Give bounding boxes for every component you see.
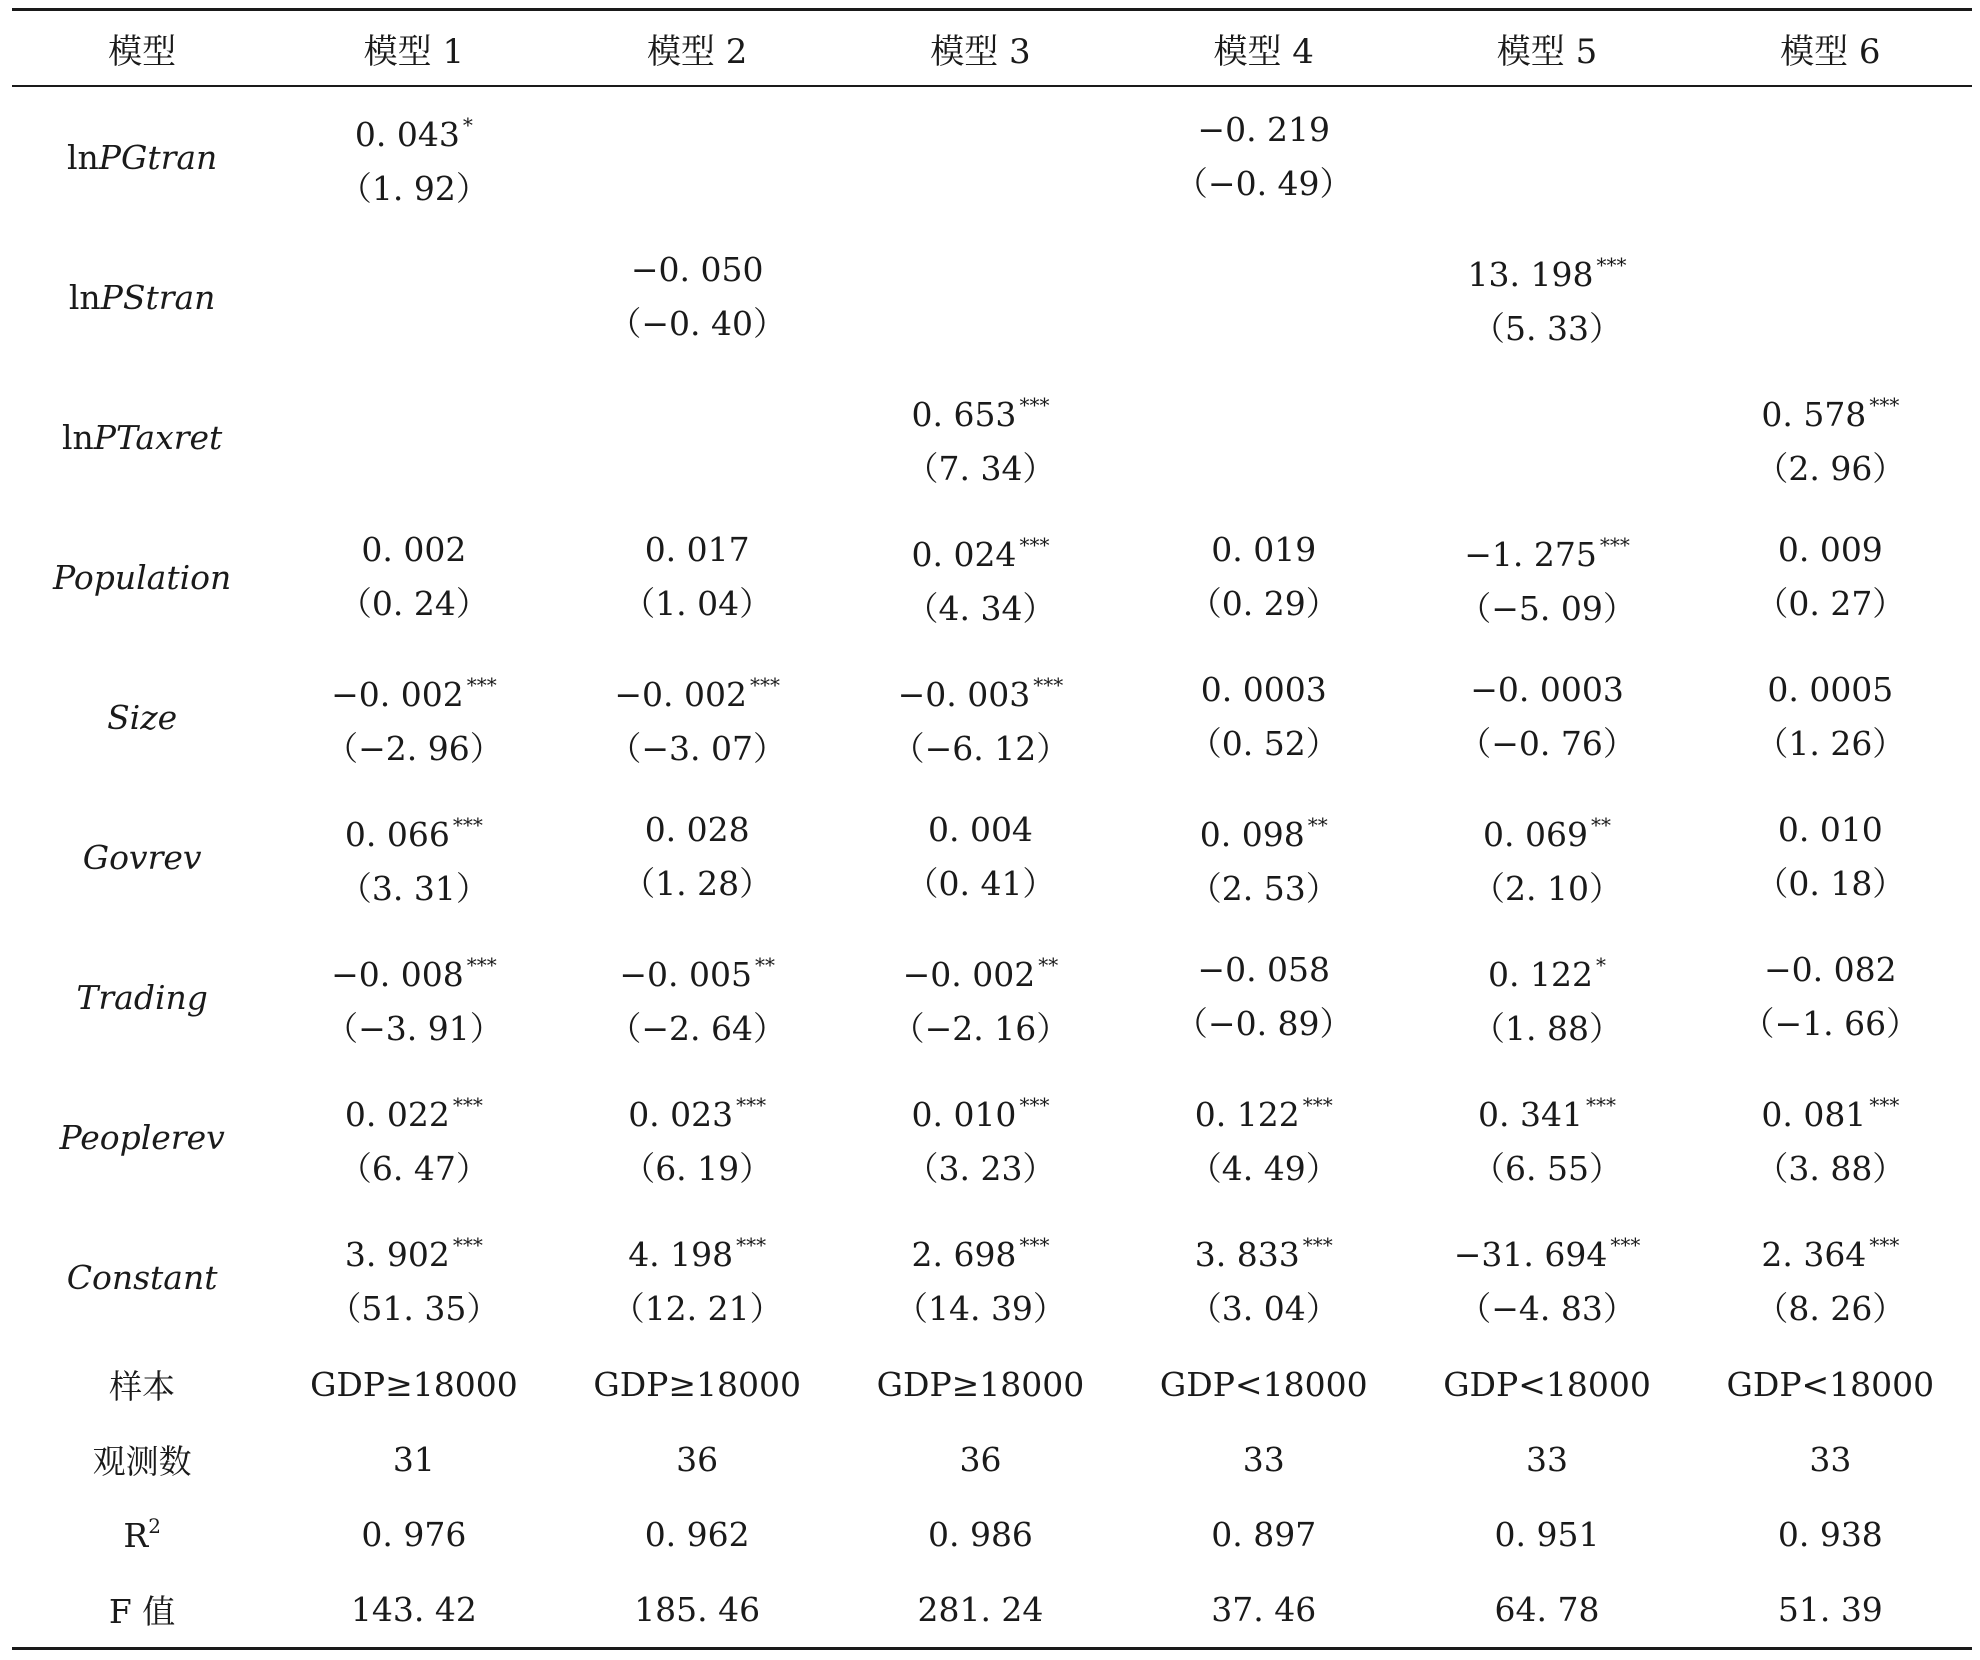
coefficient-number: 0. 019	[1211, 530, 1317, 569]
coefficient-value	[272, 523, 555, 577]
table-row	[12, 787, 1972, 927]
stat-cell: 36	[676, 1440, 719, 1479]
header-row	[12, 10, 1972, 87]
stat-cell: 51. 39	[1689, 1572, 1972, 1649]
table-cell	[272, 1207, 555, 1347]
table-cell	[272, 787, 555, 927]
coefficient-number: −0. 002	[902, 955, 1036, 994]
table-cell	[1689, 86, 1972, 227]
table-cell	[839, 787, 1122, 927]
table-row	[12, 1207, 1972, 1347]
coefficient-value	[1405, 238, 1688, 302]
stat-row	[12, 1497, 1972, 1572]
significance-stars: ***	[466, 953, 497, 977]
coefficient-value	[1122, 523, 1405, 577]
t-statistic: （1. 88）	[1472, 1009, 1622, 1048]
stat-cell: 0. 962	[644, 1515, 750, 1554]
significance-stars: ***	[452, 1093, 483, 1117]
significance-stars: ***	[736, 1093, 767, 1117]
table-cell	[272, 227, 555, 367]
table-cell	[1689, 507, 1972, 647]
coefficient-number: −0. 082	[1764, 950, 1897, 989]
stat-cell: 0. 897	[1211, 1515, 1317, 1554]
table-cell	[1689, 367, 1972, 507]
header-cell-model-3: 模型 3	[839, 10, 1122, 87]
row-label-variable: Peoplerev	[59, 1117, 225, 1157]
table-cell	[556, 647, 839, 787]
table-cell	[1405, 367, 1688, 507]
stat-cell: 143. 42	[272, 1572, 555, 1649]
row-label-variable: Constant	[66, 1257, 218, 1297]
row-label	[12, 647, 272, 787]
significance-stars: ***	[1019, 1093, 1050, 1117]
table-cell	[1122, 507, 1405, 647]
significance-stars: **	[1591, 813, 1611, 837]
significance-stars: ***	[1302, 1233, 1333, 1257]
table-row	[12, 86, 1972, 227]
table-cell	[1122, 367, 1405, 507]
stat-label-text: F 值	[108, 1592, 176, 1631]
header-cell-model-5: 模型 5	[1405, 10, 1688, 87]
table-cell	[1405, 1067, 1688, 1207]
coefficient-value	[1122, 1078, 1405, 1142]
stat-cell: GDP<18000	[1726, 1365, 1935, 1404]
table-cell	[1689, 227, 1972, 367]
significance-stars: ***	[452, 1233, 483, 1257]
coefficient-number: 0. 010	[1777, 810, 1883, 849]
coefficient-number: −0. 003	[897, 675, 1031, 714]
coefficient-number: 13. 198	[1467, 255, 1594, 294]
stat-label-text: 样本	[109, 1367, 176, 1406]
coefficient-number: 0. 004	[927, 810, 1033, 849]
t-statistic: （2. 10）	[1472, 869, 1622, 908]
t-statistic: （0. 29）	[1188, 584, 1339, 623]
stat-label	[12, 1347, 272, 1422]
coefficient-number: 0. 098	[1199, 815, 1305, 854]
row-label	[12, 927, 272, 1067]
coefficient-number: 0. 0003	[1200, 670, 1327, 709]
coefficient-value	[1122, 1218, 1405, 1282]
table-cell	[839, 86, 1122, 227]
row-label	[12, 1207, 272, 1347]
stat-cell: GDP≥18000	[310, 1365, 518, 1404]
significance-stars: **	[1038, 953, 1059, 977]
coefficient-value	[556, 1218, 839, 1282]
stat-cell: 33	[1809, 1440, 1852, 1479]
coefficient-value	[272, 1078, 555, 1142]
stat-cell: 64. 78	[1405, 1572, 1688, 1649]
coefficient-number: 2. 364	[1761, 1235, 1867, 1274]
table-cell	[1405, 647, 1688, 787]
coefficient-value	[1122, 663, 1405, 717]
table-cell	[556, 507, 839, 647]
t-statistic: （8. 26）	[1755, 1289, 1906, 1328]
coefficient-value	[1122, 943, 1405, 997]
coefficient-value	[839, 938, 1122, 1002]
stat-label	[12, 1572, 272, 1649]
stat-row	[12, 1347, 1972, 1422]
t-statistic: （1. 92）	[338, 169, 489, 208]
table-cell	[1689, 647, 1972, 787]
coefficient-value	[1689, 1078, 1972, 1142]
table-row	[12, 1067, 1972, 1207]
table-cell	[556, 86, 839, 227]
header-cell-model-2: 模型 2	[556, 10, 839, 87]
coefficient-number: −0. 008	[331, 955, 464, 994]
coefficient-value	[272, 938, 555, 1002]
table-cell	[839, 1067, 1122, 1207]
coefficient-value	[1122, 103, 1405, 157]
table-cell	[1405, 227, 1688, 367]
table-row	[12, 367, 1972, 507]
coefficient-value	[272, 98, 555, 162]
row-label-prefix: ln	[68, 277, 101, 317]
stat-cell: 33	[1242, 1440, 1285, 1479]
table-cell	[556, 927, 839, 1067]
stat-row	[12, 1572, 1972, 1649]
coefficient-value	[1689, 943, 1972, 997]
header-cell-model: 模型	[12, 10, 272, 87]
table-cell	[1689, 927, 1972, 1067]
stat-cell: 31	[392, 1440, 435, 1479]
stat-cell: GDP≥18000	[593, 1365, 801, 1404]
coefficient-value	[1405, 663, 1688, 717]
table-row	[12, 647, 1972, 787]
row-label-prefix: ln	[61, 417, 94, 457]
t-statistic: （0. 18）	[1755, 864, 1906, 903]
stat-label	[12, 1497, 272, 1572]
coefficient-number: 0. 028	[644, 810, 750, 849]
table-cell	[272, 367, 555, 507]
coefficient-value	[839, 1218, 1122, 1282]
table-cell	[1405, 507, 1688, 647]
stat-cell: GDP≥18000	[876, 1365, 1085, 1404]
t-statistic: （−1. 66）	[1741, 1004, 1920, 1043]
table-cell	[839, 647, 1122, 787]
t-statistic: （14. 39）	[894, 1289, 1066, 1328]
t-statistic: （1. 04）	[622, 584, 773, 623]
coefficient-value	[556, 803, 839, 857]
t-statistic: （−3. 91）	[325, 1009, 503, 1048]
significance-stars: ***	[1586, 1093, 1616, 1117]
stat-cell: GDP<18000	[1443, 1365, 1651, 1404]
coefficient-value	[839, 803, 1122, 857]
coefficient-number: 0. 017	[644, 530, 750, 569]
t-statistic: （−4. 83）	[1458, 1289, 1636, 1328]
coefficient-value	[1405, 1078, 1688, 1142]
t-statistic: （3. 04）	[1188, 1289, 1339, 1328]
coefficient-value	[556, 243, 839, 297]
row-label	[12, 1067, 272, 1207]
coefficient-number: −0. 050	[630, 250, 764, 289]
table-cell	[1122, 647, 1405, 787]
row-label	[12, 86, 272, 227]
stat-cell: 0. 951	[1494, 1515, 1600, 1554]
coefficient-number: 2. 698	[911, 1235, 1017, 1274]
t-statistic: （1. 26）	[1755, 724, 1906, 763]
t-statistic: （6. 19）	[622, 1149, 773, 1188]
significance-stars: ***	[1869, 1093, 1900, 1117]
coefficient-number: 0. 578	[1761, 395, 1867, 434]
stat-cell: 281. 24	[839, 1572, 1122, 1649]
coefficient-number: 0. 009	[1777, 530, 1883, 569]
table-cell	[839, 1207, 1122, 1347]
coefficient-number: 0. 022	[344, 1095, 450, 1134]
table-cell	[556, 1207, 839, 1347]
coefficient-number: 0. 341	[1478, 1095, 1583, 1134]
stat-cell: 37. 46	[1122, 1572, 1405, 1649]
coefficient-value	[839, 1078, 1122, 1142]
t-statistic: （0. 52）	[1188, 724, 1339, 763]
coefficient-value	[272, 658, 555, 722]
coefficient-value	[1405, 1218, 1688, 1282]
table-cell	[1122, 927, 1405, 1067]
coefficient-value	[1689, 1218, 1972, 1282]
coefficient-value	[1689, 378, 1972, 442]
significance-stars: ***	[736, 1233, 767, 1257]
coefficient-number: −0. 002	[331, 675, 464, 714]
t-statistic: （3. 88）	[1755, 1149, 1906, 1188]
coefficient-value	[272, 1218, 555, 1282]
row-label-variable: Trading	[76, 977, 208, 1017]
table-cell	[1689, 787, 1972, 927]
t-statistic: （12. 21）	[611, 1289, 783, 1328]
coefficient-value	[556, 1078, 839, 1142]
t-statistic: （−2. 96）	[325, 729, 503, 768]
coefficient-value	[839, 378, 1122, 442]
significance-stars: ***	[1302, 1093, 1333, 1117]
stat-cell: 0. 976	[361, 1515, 467, 1554]
table-row	[12, 507, 1972, 647]
t-statistic: （4. 49）	[1188, 1149, 1339, 1188]
coefficient-number: 0. 122	[1488, 955, 1593, 994]
stat-cell: 0. 938	[1777, 1515, 1883, 1554]
coefficient-number: 0. 043	[354, 115, 460, 154]
table-cell	[1405, 787, 1688, 927]
table-cell	[272, 86, 555, 227]
coefficient-number: 0. 081	[1761, 1095, 1867, 1134]
coefficient-number: 0. 066	[344, 815, 450, 854]
coefficient-number: −1. 275	[1464, 535, 1597, 574]
significance-stars: ***	[1019, 533, 1050, 557]
row-label	[12, 507, 272, 647]
coefficient-value	[839, 658, 1122, 722]
table-cell	[1122, 1067, 1405, 1207]
t-statistic: （−0. 89）	[1174, 1004, 1353, 1043]
coefficient-number: 3. 833	[1194, 1235, 1300, 1274]
row-label-variable: PStran	[100, 277, 216, 317]
table-cell	[556, 227, 839, 367]
coefficient-number: 0. 122	[1194, 1095, 1300, 1134]
table-cell	[839, 227, 1122, 367]
row-label	[12, 367, 272, 507]
significance-stars: ***	[1599, 533, 1630, 557]
coefficient-number: 0. 069	[1483, 815, 1588, 854]
significance-stars: **	[754, 953, 775, 977]
t-statistic: （−0. 49）	[1174, 164, 1353, 203]
coefficient-value	[839, 518, 1122, 582]
coefficient-number: −0. 0003	[1470, 670, 1624, 709]
significance-stars: ***	[452, 813, 483, 837]
t-statistic: （−2. 64）	[608, 1009, 786, 1048]
table-cell	[556, 1067, 839, 1207]
coefficient-value	[556, 938, 839, 1002]
coefficient-value	[272, 798, 555, 862]
stat-label-text: R	[123, 1516, 149, 1555]
coefficient-value	[1689, 663, 1972, 717]
table-cell	[1122, 86, 1405, 227]
significance-stars: ***	[466, 673, 497, 697]
coefficient-value	[1122, 798, 1405, 862]
significance-stars: ***	[749, 673, 780, 697]
table-cell	[1405, 1207, 1688, 1347]
row-label-variable: Population	[52, 557, 232, 597]
row-label-variable: PTaxret	[93, 417, 223, 457]
t-statistic: （2. 53）	[1188, 869, 1339, 908]
t-statistic: （−6. 12）	[891, 729, 1070, 768]
t-statistic: （3. 31）	[338, 869, 489, 908]
coefficient-number: 0. 010	[911, 1095, 1017, 1134]
t-statistic: （5. 33）	[1472, 309, 1622, 348]
row-label-variable: PGtran	[98, 137, 218, 177]
t-statistic: （−5. 09）	[1458, 589, 1636, 628]
t-statistic: （6. 47）	[338, 1149, 489, 1188]
table-cell	[839, 927, 1122, 1067]
table-cell	[1689, 1207, 1972, 1347]
significance-stars: ***	[1869, 1233, 1900, 1257]
stat-cell: 36	[959, 1440, 1002, 1479]
t-statistic: （−0. 76）	[1458, 724, 1636, 763]
coefficient-number: 0. 653	[911, 395, 1017, 434]
t-statistic: （2. 96）	[1755, 449, 1906, 488]
row-label-variable: Size	[107, 697, 178, 737]
stat-label-superscript: 2	[148, 1514, 161, 1538]
coefficient-value	[556, 658, 839, 722]
coefficient-number: −0. 219	[1197, 110, 1331, 149]
coefficient-number: −0. 005	[619, 955, 752, 994]
coefficient-value	[1405, 518, 1688, 582]
t-statistic: （3. 23）	[905, 1149, 1056, 1188]
stat-cell: GDP<18000	[1159, 1365, 1368, 1404]
significance-stars: ***	[1610, 1233, 1641, 1257]
header-cell-model-1: 模型 1	[272, 10, 555, 87]
header-cell-model-4: 模型 4	[1122, 10, 1405, 87]
coefficient-number: 3. 902	[344, 1235, 450, 1274]
table-cell	[556, 367, 839, 507]
stat-label	[12, 1422, 272, 1497]
t-statistic: （1. 28）	[622, 864, 773, 903]
coefficient-number: 0. 023	[628, 1095, 734, 1134]
coefficient-number: 0. 002	[361, 530, 467, 569]
table-cell	[839, 507, 1122, 647]
significance-stars: *	[462, 113, 473, 137]
table-cell	[1405, 86, 1688, 227]
table-cell	[556, 787, 839, 927]
t-statistic: （4. 34）	[905, 589, 1056, 628]
significance-stars: ***	[1033, 673, 1064, 697]
stat-row	[12, 1422, 1972, 1497]
stat-cell: 0. 986	[927, 1515, 1033, 1554]
table-cell	[1122, 1207, 1405, 1347]
significance-stars: ***	[1596, 253, 1627, 277]
t-statistic: （0. 41）	[905, 864, 1056, 903]
table-cell	[272, 1067, 555, 1207]
table-cell	[1122, 227, 1405, 367]
coefficient-value	[1405, 798, 1688, 862]
significance-stars: ***	[1019, 393, 1050, 417]
header-cell-model-6: 模型 6	[1689, 10, 1972, 87]
table-cell	[272, 927, 555, 1067]
stat-cell: 33	[1526, 1440, 1569, 1479]
coefficient-number: −0. 002	[614, 675, 747, 714]
significance-stars: **	[1307, 813, 1328, 837]
t-statistic: （7. 34）	[905, 449, 1056, 488]
significance-stars: ***	[1019, 1233, 1050, 1257]
coefficient-number: −0. 058	[1197, 950, 1331, 989]
coefficient-number: 0. 024	[911, 535, 1017, 574]
t-statistic: （−3. 07）	[608, 729, 786, 768]
table-cell	[1405, 927, 1688, 1067]
row-label	[12, 227, 272, 367]
coefficient-value	[556, 523, 839, 577]
regression-table	[12, 8, 1972, 1650]
coefficient-value	[1689, 523, 1972, 577]
coefficient-number: −31. 694	[1453, 1235, 1608, 1274]
t-statistic: （0. 24）	[338, 584, 489, 623]
stat-cell: 185. 46	[556, 1572, 839, 1649]
row-label-variable: Govrev	[82, 837, 202, 877]
t-statistic: （6. 55）	[1472, 1149, 1622, 1188]
significance-stars: ***	[1869, 393, 1900, 417]
t-statistic: （51. 35）	[328, 1289, 500, 1328]
row-label	[12, 787, 272, 927]
coefficient-number: 0. 0005	[1767, 670, 1894, 709]
significance-stars: *	[1596, 953, 1606, 977]
table-cell	[272, 507, 555, 647]
coefficient-number: 4. 198	[628, 1235, 734, 1274]
t-statistic: （−0. 40）	[608, 304, 786, 343]
t-statistic: （−2. 16）	[891, 1009, 1070, 1048]
table-row	[12, 927, 1972, 1067]
stat-label-text: 观测数	[92, 1442, 192, 1481]
t-statistic: （0. 27）	[1755, 584, 1906, 623]
table-row	[12, 227, 1972, 367]
table-cell	[1122, 787, 1405, 927]
table-cell	[272, 647, 555, 787]
coefficient-value	[1405, 938, 1688, 1002]
coefficient-value	[1689, 803, 1972, 857]
row-label-prefix: ln	[66, 137, 99, 177]
table-cell	[1689, 1067, 1972, 1207]
table-cell	[839, 367, 1122, 507]
